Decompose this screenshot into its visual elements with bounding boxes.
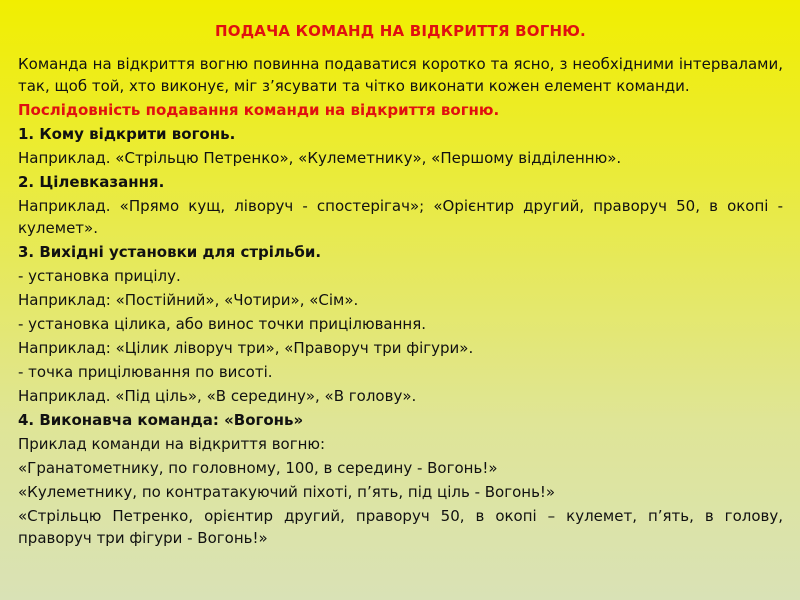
command-example-3: «Стрільцю Петренко, орієнтир другий, праворуч 50, в окопі – кулемет, п’ять, в голову, праворуч три фігури - Вогонь!» [18, 507, 783, 547]
step-1-example: Наприклад. «Стрільцю Петренко», «Кулеметнику», «Першому відділенню». [18, 149, 622, 167]
windage-example: Наприклад: «Цілик ліворуч три», «Праворуч три фігури». [18, 339, 474, 357]
sight-setting-example: Наприклад: «Постійний», «Чотири», «Сім». [18, 291, 359, 309]
aim-point-example: Наприклад. «Під ціль», «В середину», «В голову». [18, 387, 417, 405]
slide-title: ПОДАЧА КОМАНД НА ВІДКРИТТЯ ВОГНЮ. [215, 22, 586, 40]
command-example-1: «Гранатометнику, по головному, 100, в середину - Вогонь!» [18, 459, 498, 477]
intro-paragraph: Команда на відкриття вогню повинна подаватися коротко та ясно, з необхідними інтервалами, так, щоб той, хто виконує, міг з’ясувати та чітко виконати кожен елемент команди. [18, 55, 783, 95]
command-example-2: «Кулеметнику, по контратакуючий піхоті, п’ять, під ціль - Вогонь!» [18, 483, 556, 501]
step-2-heading: 2. Цілевказання. [18, 173, 165, 191]
aim-point-item: - точка прицілювання по висоті. [18, 363, 273, 381]
step-3-heading: 3. Вихідні установки для стрільби. [18, 243, 322, 261]
step-1-heading: 1. Кому відкрити вогонь. [18, 125, 236, 143]
step-4-heading: 4. Виконавча команда: «Вогонь» [18, 411, 304, 429]
step-2-example: Наприклад. «Прямо кущ, ліворуч - спостерігач»; «Орієнтир другий, праворуч 50, в окопі - кулемет». [18, 197, 783, 237]
windage-item: - установка цілика, або винос точки прицілювання. [18, 315, 427, 333]
sight-setting-item: - установка прицілу. [18, 267, 181, 285]
sequence-heading: Послідовність подавання команди на відкриття вогню. [18, 101, 500, 119]
command-example-intro: Приклад команди на відкриття вогню: [18, 435, 326, 453]
